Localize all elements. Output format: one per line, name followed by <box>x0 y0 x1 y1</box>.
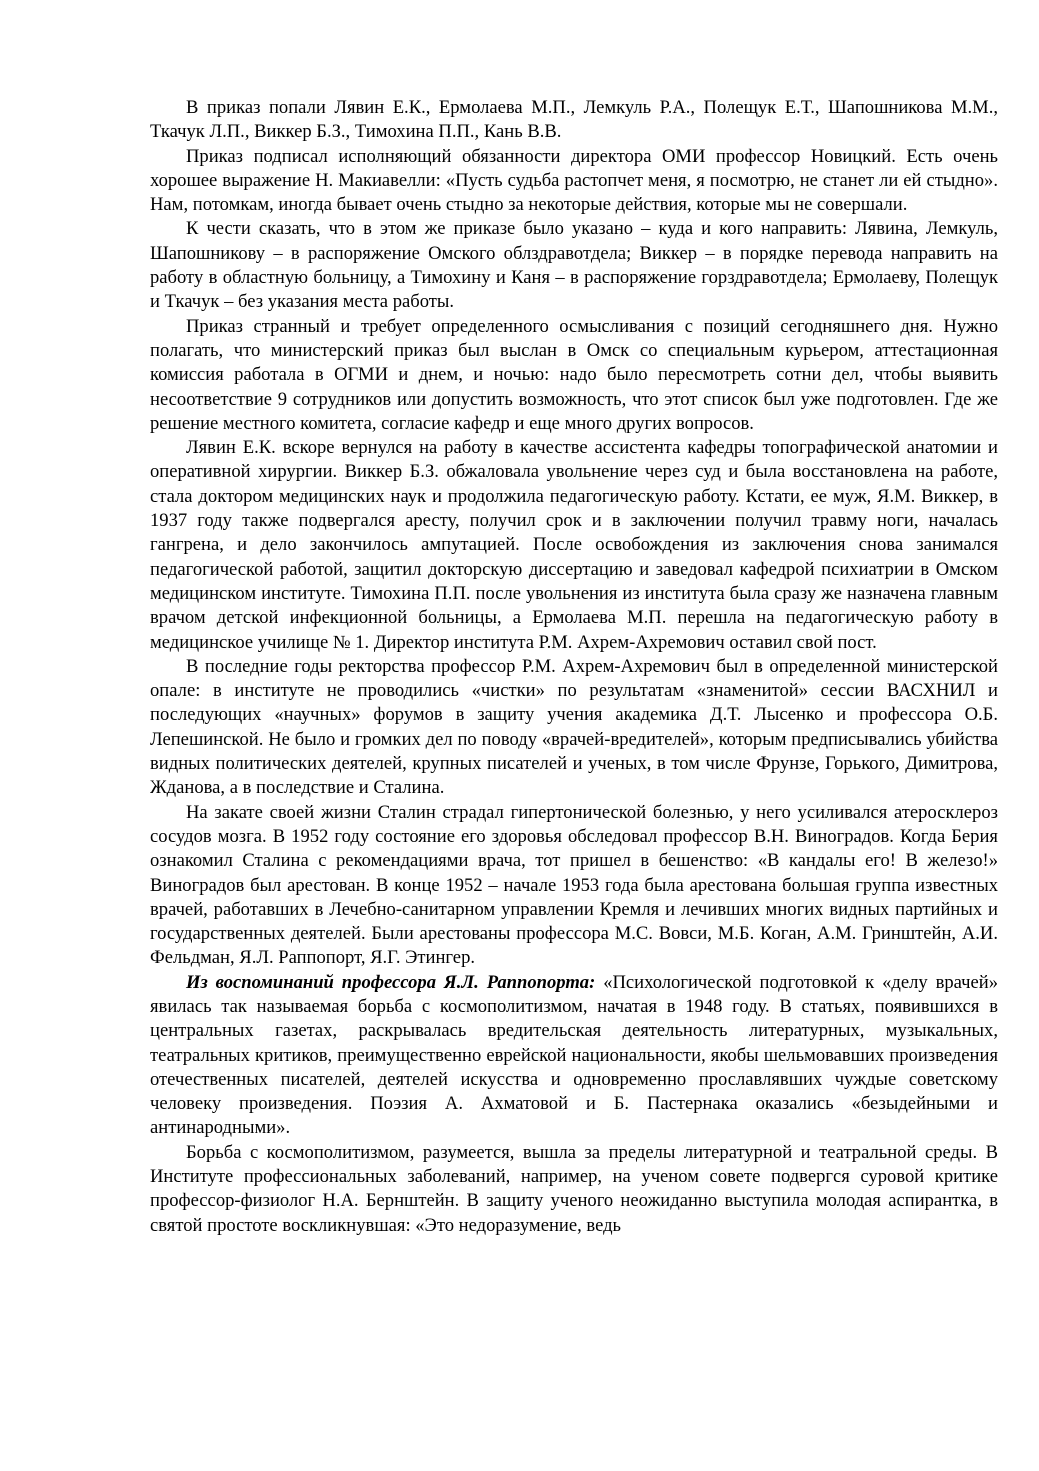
paragraph-1 <box>150 96 998 145</box>
paragraph-6 <box>150 655 998 801</box>
paragraph-4-text: Приказ странный и требует определенного осмысливания с позиций сегодняшнего дня. Нужно полагать, что министерский приказ был выслан в Омск со специальным курьером, аттестационная комиссия работала в ОГМИ и днем, и ночью: надо было пересмотреть сотни дел, чтобы выявить несоответствие 9 сотрудников или допустить возможность, что этот список был уже подготовлен. Где же решение местного комитета, согласие кафедр и еще много других вопросов. <box>150 315 998 434</box>
paragraph-2-text: Приказ подписал исполняющий обязанности директора ОМИ профессор Новицкий. Есть очень хорошее выражение Н. Макиавелли: «Пусть судьба растопчет меня, я посмотрю, не станет ли ей стыдно». Нам, потомкам, иногда бывает очень стыдно за некоторые действия, которые мы не совершали. <box>150 145 998 216</box>
paragraph-8-text: «Психологической подготовкой к «делу врачей» явилась так называемая борьба с космополитизмом, начатая в 1948 году. В статьях, появившихся в центральных газетах, раскрывалась вредительская деятельность литературных, музыкальных, театральных критиков, преимущественно еврейской национальности, якобы шельмовавших произведения отечественных писателей, деятелей искусства и одновременно прославлявших чуждые советскому человеку произведения. Поэзия А. Ахматовой и Б. Пастернака оказались «безыдейными и антинародными». <box>150 971 999 1139</box>
paragraph-6-text: В последние годы ректорства профессор Р.М. Ахрем-Ахремович был в определенной министерской опале: в институте не проводились «чистки» по результатам «знаменитой» сессии ВАСХНИЛ и последующих «научных» форумов в защиту учения академика Д.Т. Лысенко и профессора О.Б. Лепешинской. Не было и громких дел по поводу «врачей-вредителей», которым предписывались убийства видных политических деятелей, крупных писателей и ученых, в том числе Фрунзе, Горького, Димитрова, Жданова, а в последствие и Сталина. <box>150 655 998 799</box>
paragraph-2 <box>150 145 998 218</box>
paragraph-9-text: Борьба с космополитизмом, разумеется, вышла за пределы литературной и театральной среды. В Институте профессиональных заболеваний, например, на ученом совете подвергся суровой критике профессор-физиолог Н.А. Бернштейн. В защиту ученого неожиданно выступила молодая аспирантка, в святой простоте воскликнувшая: «Это недоразумение, ведь <box>150 1141 998 1236</box>
paragraph-1-text: В приказ попали Лявин Е.К., Ермолаева М.П., Лемкуль Р.А., Полещук Е.Т., Шапошникова М.М., Ткачук Л.П., Виккер Б.З., Тимохина П.П., Кань В.В. <box>150 97 998 143</box>
paragraph-7-text: На закате своей жизни Сталин страдал гипертонической болезнью, у него усиливался атеросклероз сосудов мозга. В 1952 году состояние его здоровья обследовал профессор В.Н. Виноградов. Когда Берия ознакомил Сталина с рекомендациями врача, тот пришел в бешенство: «В кандалы его! В железо!» Виноградов был арестован. В конце 1952 – начале 1953 года была арестована большая группа известных врачей, работавших в Лечебно-санитарном управлении Кремля и лечивших многих видных партийных и государственных деятелей. Были арестованы профессора М.С. Вовси, М.Б. Коган, А.М. Гринштейн, А.И. Фельдман, Я.Л. Раппопорт, Я.Г. Этингер. <box>150 801 998 969</box>
paragraph-3-text: К чести сказать, что в этом же приказе было указано – куда и кого направить: Лявина, Лемкуль, Шапошникову – в распоряжение Омского облздравотдела; Виккер – в порядке перевода направить на работу в областную больницу, а Тимохину и Каня – в распоряжение горздравотдела; Ермолаеву, Полещук и Ткачук – без указания места работы. <box>150 218 998 313</box>
paragraph-4 <box>150 315 998 436</box>
paragraph-8 <box>150 971 998 1141</box>
paragraph-5-text: Лявин Е.К. вскоре вернулся на работу в качестве ассистента кафедры топографической анатомии и оперативной хирургии. Виккер Б.З. обжаловала увольнение через суд и была восстановлена на работе, стала доктором медицинских наук и продолжила педагогическую работу. Кстати, ее муж, Я.М. Виккер, в 1937 году также подвергался аресту, получил срок и в заключении получил травму ноги, началась гангрена, и дело закончилось ампутацией. После освобождения из заключения снова занимался педагогической работой, защитил докторскую диссертацию и заведовал кафедрой психиатрии в Омском медицинском институте. Тимохина П.П. после увольнения из института была сразу же назначена главным врачом детской инфекционной больницы, а Ермолаева М.П. перешла на педагогическую работу в медицинское училище № 1. Директор института Р.М. Ахрем-Ахремович оставил свой пост. <box>150 437 998 653</box>
paragraph-7 <box>150 801 998 971</box>
paragraph-5 <box>150 436 998 655</box>
paragraph-9 <box>150 1141 998 1238</box>
paragraph-3 <box>150 217 998 314</box>
paragraph-8-lead: Из воспоминаний профессора Я.Л. Раппопорта: <box>186 971 596 993</box>
document-body <box>150 96 998 1238</box>
